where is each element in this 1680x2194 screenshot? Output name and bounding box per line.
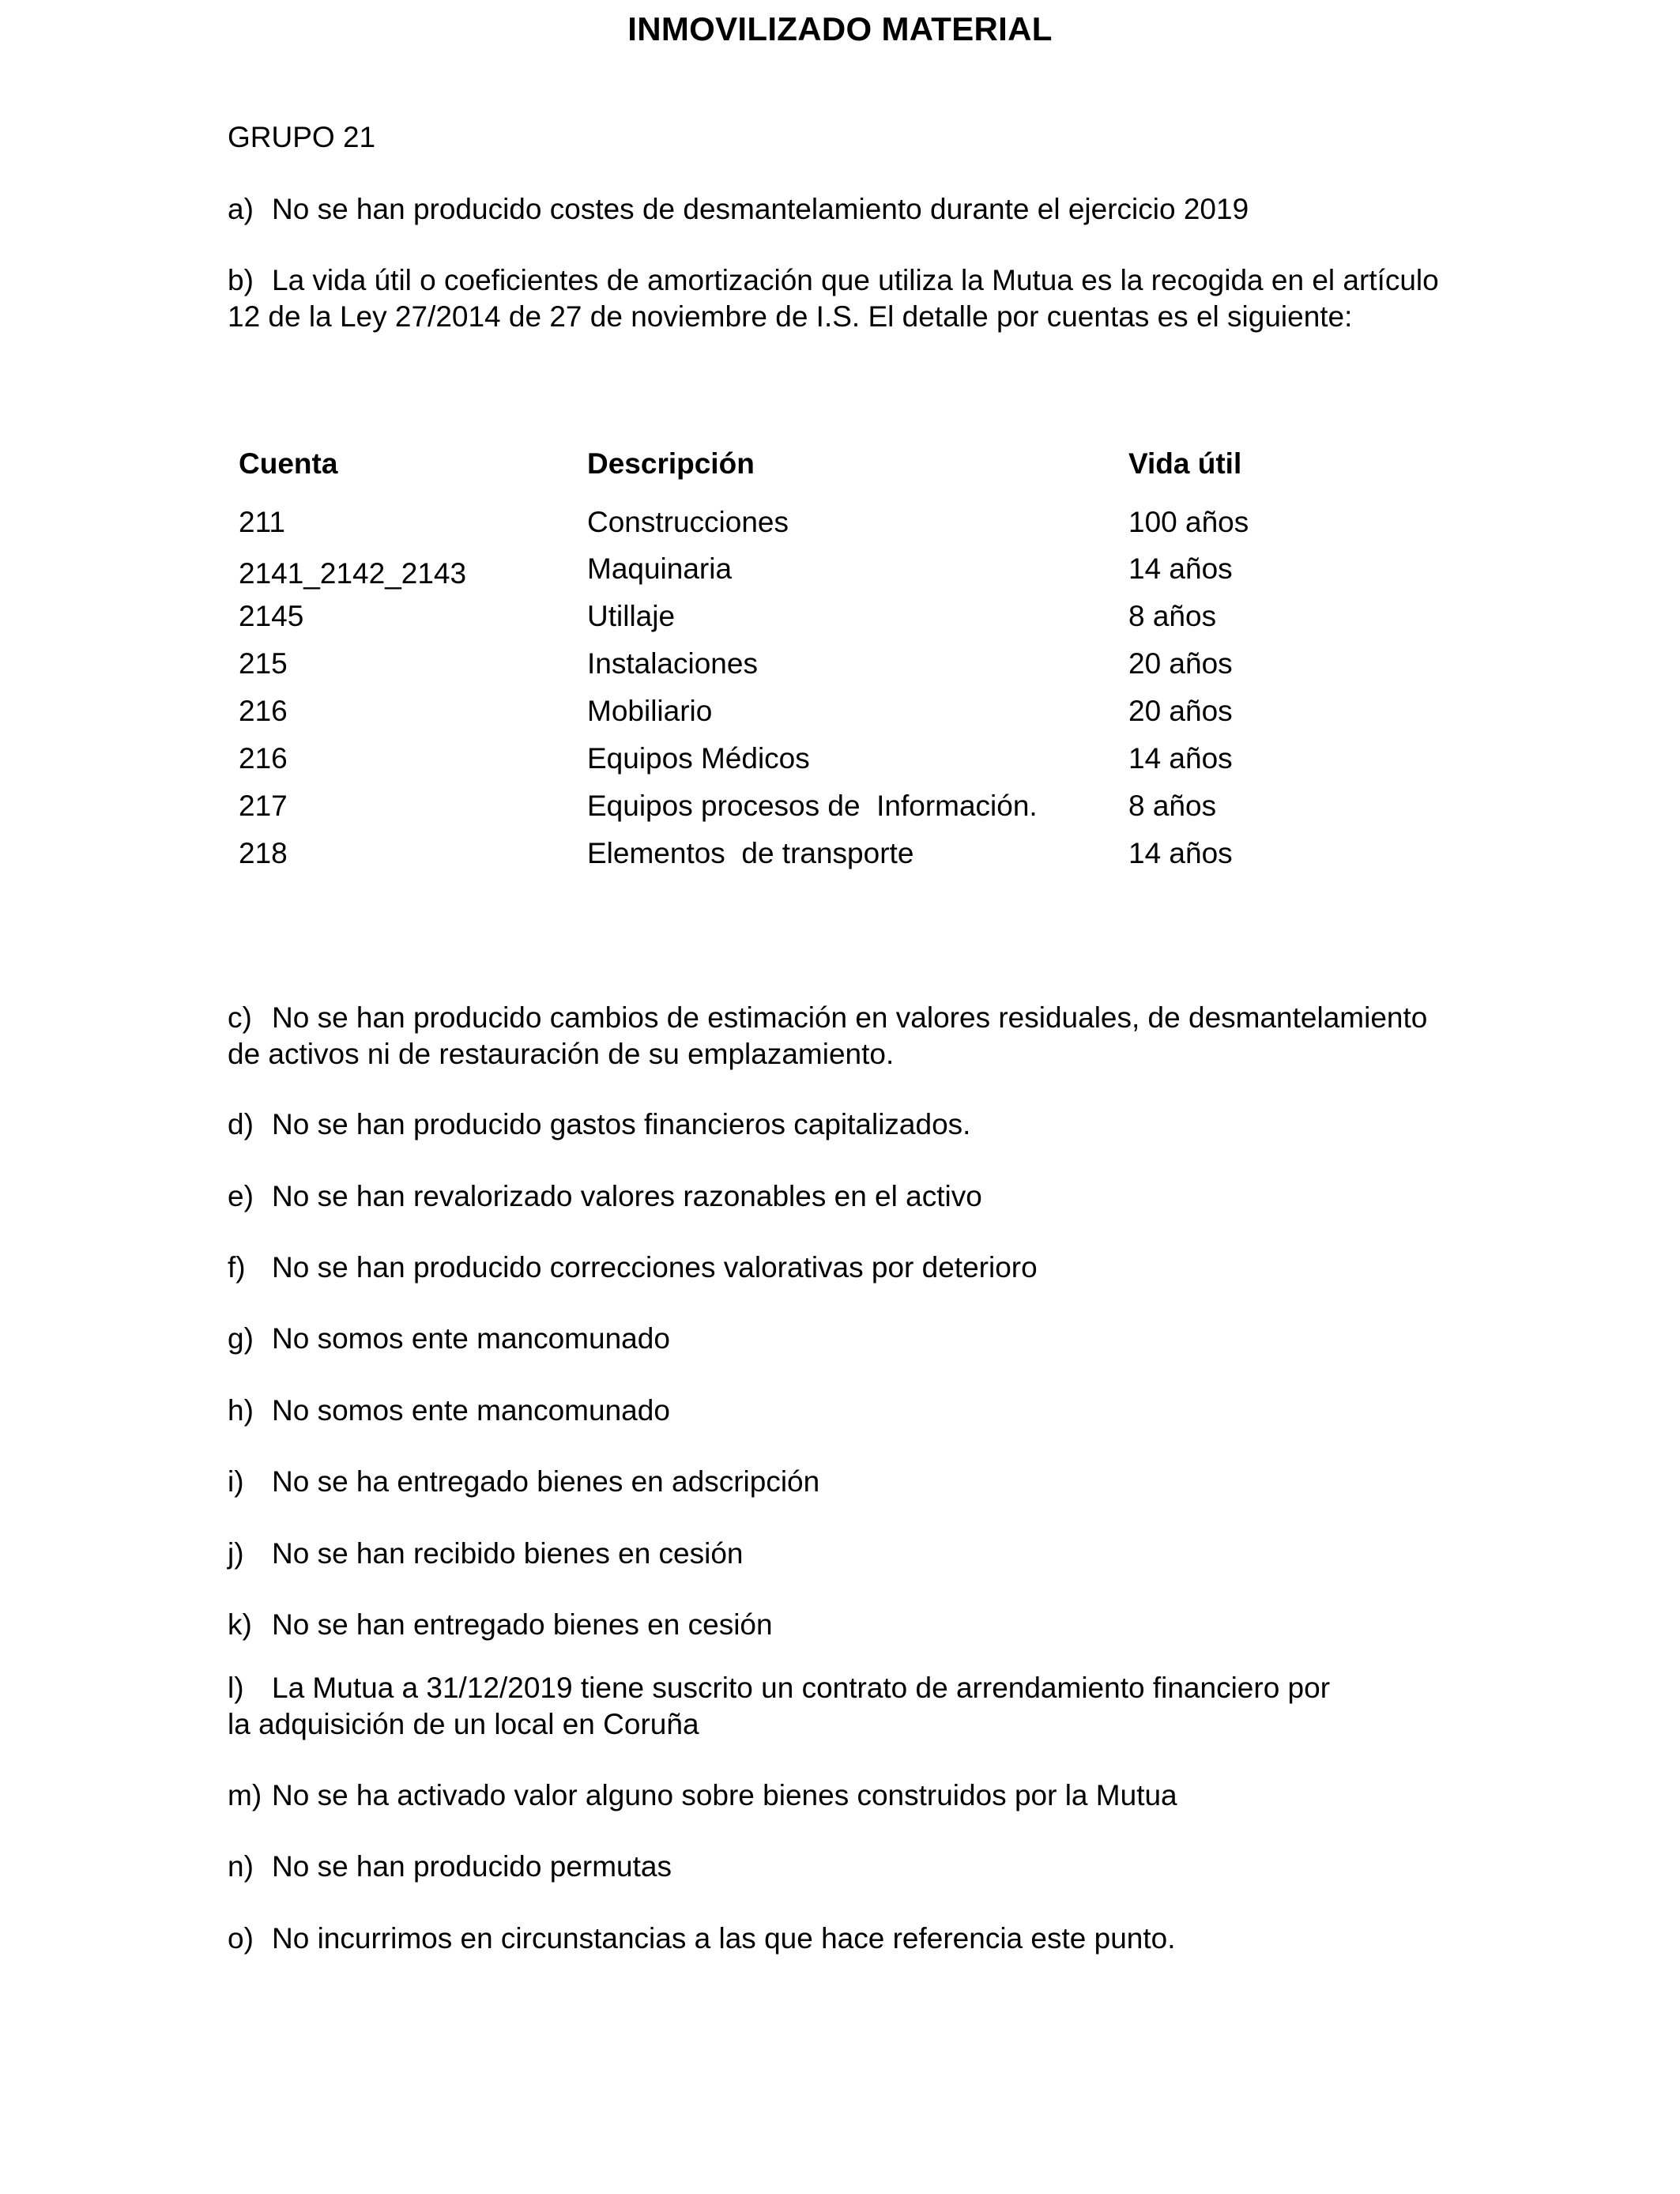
table-cell-cuenta: 217 xyxy=(239,790,288,822)
item-text: No se han recibido bienes en cesión xyxy=(272,1537,744,1570)
group-heading: GRUPO 21 xyxy=(228,121,376,153)
item-text-line2: de activos ni de restauración de su emplazamiento. xyxy=(228,1038,895,1070)
item-marker: j) xyxy=(228,1537,244,1570)
item-marker: c) xyxy=(228,1001,252,1034)
table-cell-cuenta: 2141_2142_2143 xyxy=(239,557,467,590)
table-cell-vida-util: 100 años xyxy=(1128,506,1249,538)
item-text-line1: No se han producido cambios de estimación en valores residuales, de desmantelamiento xyxy=(272,1001,1428,1034)
item-c xyxy=(228,1000,1427,1072)
item-marker: a) xyxy=(228,193,254,225)
table-cell-descripcion: Maquinaria xyxy=(587,552,733,585)
item-text-line2: 12 de la Ley 27/2014 de 27 de noviembre de I.S. El detalle por cuentas es el siguiente: xyxy=(228,300,1353,333)
item-marker: h) xyxy=(228,1394,254,1427)
table-cell-vida-util: 14 años xyxy=(1128,552,1233,585)
table-cell-cuenta: 2145 xyxy=(239,600,304,632)
item-text: No se ha entregado bienes en adscripción xyxy=(272,1465,820,1498)
item-marker: f) xyxy=(228,1251,246,1284)
table-cell-vida-util: 14 años xyxy=(1128,837,1233,869)
item-h xyxy=(228,1393,670,1429)
item-a xyxy=(228,191,1249,228)
table-cell-vida-util: 20 años xyxy=(1128,695,1233,727)
item-text: No se han producido permutas xyxy=(272,1850,672,1883)
item-marker: k) xyxy=(228,1608,252,1641)
table-header-descripcion: Descripción xyxy=(587,447,755,480)
table-cell-descripcion: Construcciones xyxy=(587,506,789,538)
table-cell-vida-util: 20 años xyxy=(1128,647,1233,680)
item-e xyxy=(228,1178,982,1215)
item-o xyxy=(228,1921,1176,1957)
table-cell-cuenta: 211 xyxy=(239,506,285,538)
table-cell-vida-util: 8 años xyxy=(1128,790,1217,822)
item-j xyxy=(228,1536,744,1572)
table-cell-descripcion: Equipos Médicos xyxy=(587,742,810,775)
table-cell-vida-util: 14 años xyxy=(1128,742,1233,775)
item-text-line2: la adquisición de un local en Coruña xyxy=(228,1708,699,1740)
item-i xyxy=(228,1464,819,1500)
item-text: No se han producido correcciones valorativas por deterioro xyxy=(272,1251,1038,1284)
item-text: No se han producido gastos financieros capitalizados. xyxy=(272,1108,971,1140)
table-cell-descripcion: Instalaciones xyxy=(587,647,758,680)
item-text: No se han revalorizado valores razonables en el activo xyxy=(272,1180,982,1212)
item-marker: e) xyxy=(228,1180,254,1212)
item-k xyxy=(228,1607,773,1643)
item-marker: n) xyxy=(228,1850,254,1883)
table-cell-descripcion: Elementos de transporte xyxy=(587,837,914,869)
item-l xyxy=(228,1670,1330,1743)
item-marker: o) xyxy=(228,1922,254,1955)
item-text-line1: La vida útil o coeficientes de amortización que utiliza la Mutua es la recogida en el artículo xyxy=(272,264,1439,296)
item-m xyxy=(228,1777,1177,1814)
item-text: No se han producido costes de desmantelamiento durante el ejercicio 2019 xyxy=(272,193,1249,225)
item-marker: m) xyxy=(228,1779,262,1811)
table-cell-vida-util: 8 años xyxy=(1128,600,1217,632)
item-b xyxy=(228,262,1439,335)
item-text: No se ha activado valor alguno sobre bienes construidos por la Mutua xyxy=(272,1779,1177,1811)
item-marker: l) xyxy=(228,1672,244,1704)
table-header-cuenta: Cuenta xyxy=(239,447,338,480)
item-text: No somos ente mancomunado xyxy=(272,1322,670,1355)
item-text: No incurrimos en circunstancias a las que hace referencia este punto. xyxy=(272,1922,1176,1955)
item-g xyxy=(228,1321,670,1357)
page-title: INMOVILIZADO MATERIAL xyxy=(627,10,1053,47)
table-cell-descripcion: Equipos procesos de Información. xyxy=(587,790,1038,822)
item-text-line1: La Mutua a 31/12/2019 tiene suscrito un contrato de arrendamiento financiero por xyxy=(272,1672,1331,1704)
item-marker: g) xyxy=(228,1322,254,1355)
table-header-vida-util: Vida útil xyxy=(1128,447,1242,480)
table-cell-descripcion: Utillaje xyxy=(587,600,676,632)
table-cell-cuenta: 215 xyxy=(239,647,288,680)
item-n xyxy=(228,1849,672,1885)
item-f xyxy=(228,1250,1038,1286)
table-cell-cuenta: 218 xyxy=(239,837,288,869)
item-marker: d) xyxy=(228,1108,254,1140)
item-marker: i) xyxy=(228,1465,244,1498)
item-marker: b) xyxy=(228,264,254,296)
table-cell-cuenta: 216 xyxy=(239,695,288,727)
table-cell-descripcion: Mobiliario xyxy=(587,695,713,727)
item-d xyxy=(228,1106,970,1143)
item-text: No somos ente mancomunado xyxy=(272,1394,670,1427)
table-cell-cuenta: 216 xyxy=(239,742,288,775)
item-text: No se han entregado bienes en cesión xyxy=(272,1608,773,1641)
